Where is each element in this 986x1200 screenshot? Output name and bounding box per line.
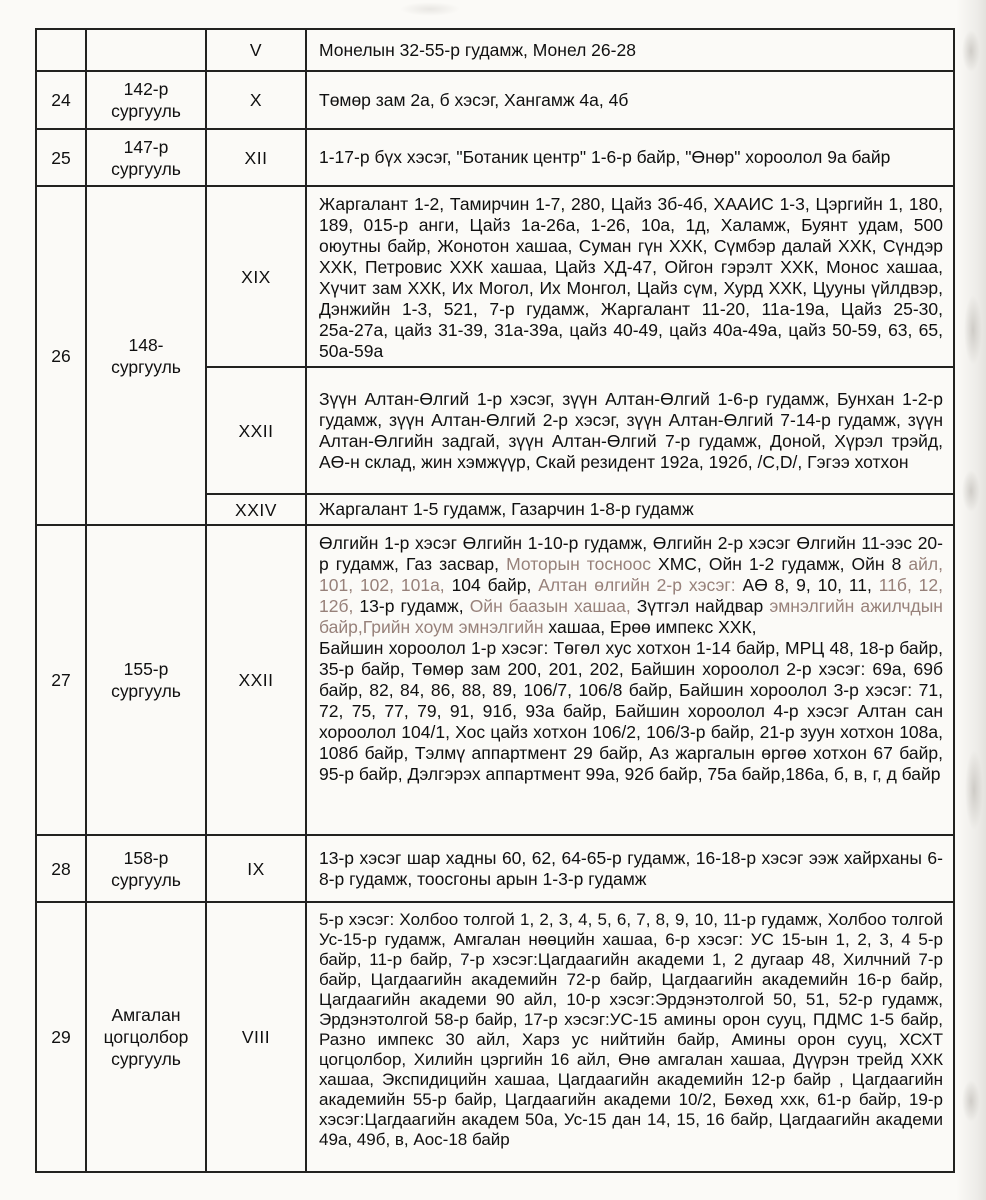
- address-cell: 1-17-р бүх хэсэг, "Ботаник центр" 1-6-р байр, "Өнөр" хороолол 9а байр: [306, 129, 954, 186]
- school-cell: Амгалан цогцолбор сургууль: [86, 902, 206, 1172]
- address-paragraph: Байшин хороолол 1-р хэсэг: Төгөл хус хотхон 1-14 байр, МРЦ 48, 18-р байр, 35-р байр, Төмөр зам 200, 201, 202, Байшин хороолол 2-р хэсэг: 69а, 69б байр, 82, 84, 86, 88, 89, 106/7, 106/8 байр, Байшин хороолол 3-р хэсэг: 71, 72, 75, 77, 79, 91, 91б, 93а байр, Байшин хороолол 4-р хэсэг Алтан сан хороолол 104/1, Хос цайз хотхон 106/2, 106/3-р байр, 21-р зуун хотхон 108а, 108б байр, Тэлмү аппартмент 29 байр, Аз жаргалын өргөө хотхон 67 байр, 95-р байр, Дэлгэрэх аппартмент 99а, 92б байр, 75а байр,186а, б, в, г, д байр: [319, 638, 943, 784]
- school-district-table: [35, 28, 955, 1173]
- number-cell: 29: [36, 902, 86, 1172]
- khoroo-cell: X: [206, 71, 306, 129]
- khoroo-cell: XII: [206, 129, 306, 186]
- scan-smudge: [962, 30, 980, 72]
- number-cell: 28: [36, 835, 86, 902]
- table-row: [36, 29, 954, 71]
- address-cell: Жаргалант 1-2, Тамирчин 1-7, 280, Цайз 3б-4б, ХААИС 1-3, Цэргийн 1, 180, 189, 015-р анги, Цайз 1а-26а, 1-26, 10а, 1д, Халамж, Буянт удам, 500 оюутны байр, Жонотон хашаа, Суман гүн ХХК, Сүмбэр далай ХХК, Сүндэр ХХК, Петровис ХХК хашаа, Цайз ХД-47, Ойгон гэрэлт ХХК, Монос хашаа, Хүчит зам ХХК, Их Могол, Их Монгол, Цайз сүм, Хурд ХХК, Цууны үйлдвэр, Дэнжийн 1-3, 521, 7-р гудамж, Жаргалант 11-20, 11а-19а, Цайз 25-30, 25а-27а, цайз 31-39, 31а-39а, цайз 40-49, цайз 40а-49а, цайз 50-59, 63, 65, 50а-59а: [306, 186, 954, 367]
- number-cell: 25: [36, 129, 86, 186]
- scan-smudge: [400, 2, 460, 16]
- khoroo-cell: XXII: [206, 367, 306, 494]
- address-cell: Зүүн Алтан-Өлгий 1-р хэсэг, зүүн Алтан-Өлгий 1-6-р гудамж, Бунхан 1-2-р гудамж, зүүн Алтан-Өлгий 2-р хэсэг, зүүн Алтан-Өлгий 7-14-р гудамж, зүүн Алтан-Өлгийн задгай, зүүн Алтан-Өлгий 7-р гудамж, Доной, Хүрэл трэйд, АӨ-н склад, жин хэмжүүр, Скай резидент 192а, 192б, /C,D/, Гэгээ хотхон: [306, 367, 954, 494]
- school-cell: 142-р сургууль: [86, 71, 206, 129]
- school-cell: [86, 29, 206, 71]
- school-cell: 158-р сургууль: [86, 835, 206, 902]
- scan-smudge: [962, 470, 980, 512]
- address-cell: Монелын 32-55-р гудамж, Монел 26-28: [306, 29, 954, 71]
- number-cell: 26: [36, 186, 86, 525]
- khoroo-cell: XXII: [206, 525, 306, 835]
- table-row: [36, 71, 954, 129]
- khoroo-cell: IX: [206, 835, 306, 902]
- address-cell: 13-р хэсэг шар хадны 60, 62, 64-65-р гудамж, 16-18-р хэсэг ээж хайрханы 6-8-р гудамж, тоосгоны арын 1-3-р гудамж: [306, 835, 954, 902]
- school-cell: 148-сургууль: [86, 186, 206, 525]
- number-cell: [36, 29, 86, 71]
- page-edge-shadow: [956, 0, 986, 1200]
- number-cell: 24: [36, 71, 86, 129]
- khoroo-cell: V: [206, 29, 306, 71]
- table-row: [36, 525, 954, 835]
- school-cell: 155-р сургууль: [86, 525, 206, 835]
- number-cell: 27: [36, 525, 86, 835]
- address-cell: Төмөр зам 2а, б хэсэг, Хангамж 4а, 4б: [306, 71, 954, 129]
- table-row: [36, 129, 954, 186]
- khoroo-cell: XXIV: [206, 494, 306, 525]
- address-cell: [306, 525, 954, 835]
- scan-smudge: [965, 750, 983, 830]
- table-row: [36, 186, 954, 367]
- address-cell: 5-р хэсэг: Холбоо толгой 1, 2, 3, 4, 5, 6, 7, 8, 9, 10, 11-р гудамж, Холбоо толгой Ус-15-р гудамж, Амгалан нөөцийн хашаа, 6-р хэсэг: УС 15-ын 1, 2, 3, 4 5-р байр, 11-р байр, 7-р хэсэг:Цагдаагийн академи 1, 2 дугаар 48, Хилчний 7-р байр, Цагдаагийн академийн 72-р байр, Цагдаагийн академийн 16-р байр, Цагдаагийн академи 90 айл, 10-р хэсэг:Эрдэнэтолгой 50, 51, 52-р гудамж, Эрдэнэтолгой 58-р байр, 17-р хэсэг:УС-15 амины орон сууц, ПДМС 1-5 байр, Разно импекс 30 айл, Харз ус нийтийн байр, Амины орон сууц, ХСХТ цогцолбор, Хилийн цэргийн 16 айл, Өнө амгалан хашаа, Дүүрэн трейд ХХК хашаа, Экспидицийн хашаа, Цагдаагийн академийн 12-р байр , Цагдаагийн академийн 55-р байр, Цагдаагийн академи 10/2, Бөхөд ххк, 61-р байр, 19-р хэсэг:Цагдаагийн академ 50а, Ус-15 дан 14, 15, 16 байр, Цагдаагийн академи 49а, 49б, в, Аос-18 байр: [306, 902, 954, 1172]
- khoroo-cell: XIX: [206, 186, 306, 367]
- scan-smudge: [964, 295, 982, 365]
- address-paragraph: Өлгийн 1-р хэсэг Өлгийн 1-10-р гудамж, Өлгийн 2-р хэсэг Өлгийн 11-ээс 20-р гудамж, Газ засвар, Моторын тосноос ХМС, Ойн 1-2 гудамж, Ойн 8 айл, 101, 102, 101а, 104 байр, Алтан өлгийн 2-р хэсэг: АӨ 8, 9, 10, 11, 11б, 12, 12б, 13-р гудамж, Ойн баазын хашаа, Зүтгэл найдвар эмнэлгийн ажилчдын байр,Грийн хоум эмнэлгийн хашаа, Ерөө импекс ХХК,: [319, 533, 944, 637]
- table-row: [36, 902, 954, 1172]
- scan-smudge: [962, 1080, 980, 1122]
- table-row: [36, 835, 954, 902]
- address-cell: Жаргалант 1-5 гудамж, Газарчин 1-8-р гудамж: [306, 494, 954, 525]
- school-cell: 147-р сургууль: [86, 129, 206, 186]
- khoroo-cell: VIII: [206, 902, 306, 1172]
